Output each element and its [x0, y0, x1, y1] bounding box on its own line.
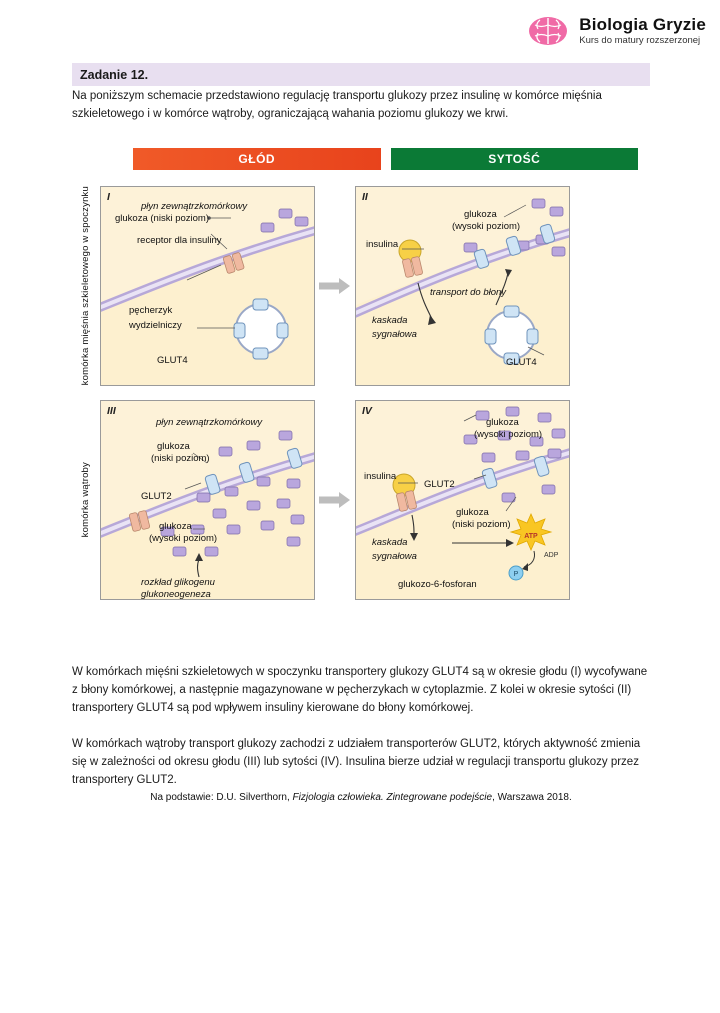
panel-II-roman: II — [362, 191, 368, 203]
source-title: Fizjologia człowieka. Zintegrowane podejście — [292, 792, 493, 803]
task-band — [72, 63, 650, 86]
arrow-III-to-IV — [315, 491, 355, 509]
panel-II-label-cascade-2: sygnałowa — [372, 329, 417, 340]
panel-IV-roman: IV — [362, 405, 372, 417]
panel-I — [100, 186, 315, 386]
task-title: Zadanie 12. — [80, 68, 149, 82]
svg-text:ADP: ADP — [544, 552, 559, 559]
source-suffix: , Warszawa 2018. — [492, 792, 572, 803]
brand-header — [527, 14, 706, 48]
figure-row-muscle — [72, 186, 650, 386]
source-prefix: Na podstawie: D.U. Silverthorn, — [150, 792, 293, 803]
panel-IV-label-glucose-out: glukoza — [486, 417, 519, 428]
panel-I-label-receptor: receptor dla insuliny — [137, 235, 222, 246]
row-label-liver-text: komórka wątroby — [80, 462, 92, 538]
panel-III — [100, 400, 315, 600]
panel-II-label-glucose-level: (wysoki poziom) — [452, 221, 521, 232]
panel-III-label-ecf: płyn zewnątrzkomórkowy — [156, 417, 263, 428]
panel-IV-label-glucose-out-level: (wysoki poziom) — [474, 429, 543, 440]
svg-text:ATP: ATP — [524, 533, 538, 540]
task-intro: Na poniższym schemacie przedstawiono regulację transportu glukozy przez insulinę w komórce mięśnia szkieletowego i w komórce wątroby, ograniczającą wahania poziomu glukozy we krwi. — [72, 90, 602, 120]
panel-I-label-vesicle-1: pęcherzyk — [129, 305, 173, 316]
figure-row-liver — [72, 400, 650, 600]
row-label-muscle — [72, 186, 100, 386]
panel-IV-label-cascade-2: sygnałowa — [372, 551, 417, 562]
panel-III-label-glucose-out-level: (niski poziom) — [151, 453, 210, 464]
panel-II-label-glucose: glukoza — [464, 209, 497, 220]
paragraph-2: W komórkach wątroby transport glukozy zachodzi z udziałem transporterów GLUT2, których aktywność zmienia się w zależności od okresu głodu (III) lub sytości (IV). Insulina bierze udział w regulacji transportu glukozy przez transportery GLUT2. — [72, 738, 641, 786]
panel-III-roman: III — [107, 405, 116, 417]
panel-II-label-glut4: GLUT4 — [506, 357, 537, 368]
brand-subtitle: Kurs do matury rozszerzonej — [579, 35, 701, 47]
panel-I-roman: I — [107, 191, 110, 203]
brain-icon — [527, 14, 569, 48]
panel-I-label-ecf: płyn zewnątrzkomórkowy — [141, 201, 248, 212]
condition-satiety: SYTOŚĆ — [391, 148, 639, 170]
panel-IV — [355, 400, 570, 600]
panel-III-label-glucose-in: glukoza — [159, 521, 192, 532]
panel-IV-label-glucose-in-level: (niski poziom) — [452, 519, 511, 530]
panel-III-label-glucose-in-level: (wysoki poziom) — [149, 533, 218, 544]
panel-II-label-transport: transport do błony — [430, 287, 507, 298]
panel-II-label-cascade-1: kaskada — [372, 315, 408, 326]
condition-hunger: GŁÓD — [133, 148, 381, 170]
arrow-I-to-II — [315, 277, 355, 295]
row-label-muscle-text: komórka mięśnia szkieletowego w spoczynku — [80, 186, 92, 386]
panel-III-label-gluconeogenesis: glukoneogeneza — [141, 589, 211, 600]
panel-IV-label-g6p: glukozo-6-fosforan — [398, 579, 477, 590]
panel-III-label-glucose-out: glukoza — [157, 441, 190, 452]
panel-I-label-glucose: glukoza (niski poziom) — [115, 213, 209, 224]
panel-IV-label-cascade-1: kaskada — [372, 537, 408, 548]
panel-III-label-glycogenolysis: rozkład glikogenu — [141, 577, 215, 588]
panel-IV-label-glut2: GLUT2 — [424, 479, 455, 490]
panel-II — [355, 186, 570, 386]
condition-headers — [133, 148, 638, 170]
figure-area — [72, 186, 650, 600]
panel-I-label-vesicle-2: wydzielniczy — [129, 320, 182, 331]
source-citation — [72, 792, 650, 803]
panel-III-label-glut2: GLUT2 — [141, 491, 172, 502]
svg-text:P: P — [513, 571, 519, 578]
paragraph-1: W komórkach mięśni szkieletowych w spoczynku transportery glukozy GLUT4 są w okresie głodu (I) wycofywane z błony komórkowej, a następnie magazynowane w pęcherzykach w cytoplazmie. Z kolei w okresie sytości (II) transportery GLUT4 są pod wpływem insuliny kierowane do błony komórkowej. — [72, 666, 648, 714]
row-label-liver — [72, 400, 100, 600]
panel-IV-label-insulin: insulina — [364, 471, 397, 482]
panel-II-label-insulin: insulina — [366, 239, 399, 250]
brand-title: Biologia Gryzie — [579, 14, 706, 34]
panel-I-label-glut4: GLUT4 — [157, 355, 188, 366]
panel-IV-label-glucose-in: glukoza — [456, 507, 489, 518]
